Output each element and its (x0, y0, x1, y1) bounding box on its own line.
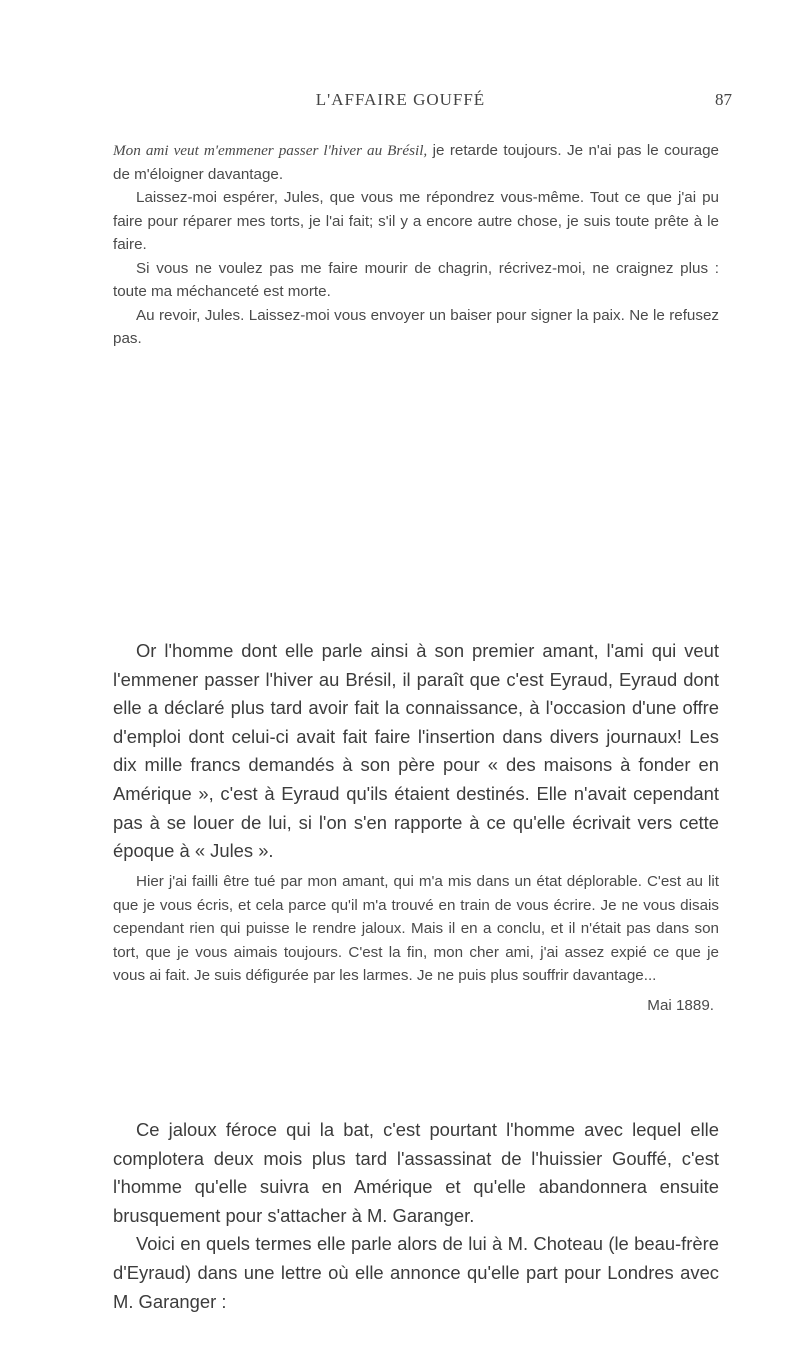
letter1-paragraph-3: Si vous ne voulez pas me faire mourir de chagrin, récrivez-moi, ne craignez plus : toute ma méchanceté est morte. (113, 259, 719, 300)
running-head (0, 90, 801, 112)
letter1-paragraph-1 (113, 139, 719, 186)
letter1-paragraph-4: Au revoir, Jules. Laissez-moi vous envoyer un baiser pour signer la paix. Ne le refusez pas. (113, 306, 719, 347)
narrative-section-1 (113, 637, 719, 866)
running-title: L'AFFAIRE GOUFFÉ (315, 90, 486, 109)
letter1-italic-phrase: Mon ami veut m'emmener passer l'hiver au Brésil, (113, 142, 428, 159)
narrative-section-2 (113, 1116, 719, 1316)
letter2-date-signature: Mai 1889. (647, 996, 714, 1014)
letter1-paragraph-1-text: je retarde toujours. Je n'ai pas le courage de m'éloigner davantage. (113, 142, 719, 183)
letter1-paragraph-2: Laissez-moi espérer, Jules, que vous me répondrez vous-même. Tout ce que j'ai pu faire pour réparer mes torts, je l'ai fait; s'il y a encore autre chose, je suis toute prête à le faire. (113, 189, 719, 253)
narrative-paragraph-1: Or l'homme dont elle parle ainsi à son premier amant, l'ami qui veut l'emmener passer l'hiver au Brésil, il paraît que c'est Eyraud, Eyraud dont elle a déclaré plus tard avoir fait la connaissance, à l'occasion d'une offre d'emploi dont celui-ci avait fait faire l'insertion dans divers journaux! Les dix mille francs demandés à son père pour « des maisons à fonder en Amérique », c'est à Eyraud qu'ils étaient destinés. Elle n'avait cependant pas à se louer de lui, si l'on s'en rapporte à ce qu'elle écrivait vers cette époque à « Jules ». (113, 640, 719, 862)
narrative-paragraph-2: Ce jaloux féroce qui la bat, c'est pourtant l'homme avec lequel elle complotera deux mois plus tard l'assassinat de l'huissier Gouffé, c'est l'homme qu'elle suivra en Amérique et qu'elle abandonnera ensuite brusquement pour s'attacher à M. Garanger. (113, 1119, 719, 1226)
page-number: 87 (715, 90, 732, 109)
letter-excerpt-1 (113, 139, 719, 351)
letter-excerpt-2 (113, 870, 719, 1017)
narrative-paragraph-3: Voici en quels termes elle parle alors de lui à M. Choteau (le beau-frère d'Eyraud) dans une lettre où elle annonce qu'elle part pour Londres avec M. Garanger : (113, 1233, 719, 1312)
letter2-paragraph-1: Hier j'ai failli être tué par mon amant, qui m'a mis dans un état déplorable. C'est au lit que je vous écris, et cela parce qu'il m'a trouvé en train de vous écrire. Je ne vous disais cependant rien qui puisse le rendre jaloux. Mais il en a conclu, et il n'était pas dans son tort, que je vous aimais toujours. C'est la fin, mon cher ami, j'ai assez expié ce que je vous ai fait. Je suis défigurée par les larmes. Je ne puis plus souffrir davantage... (113, 873, 719, 984)
